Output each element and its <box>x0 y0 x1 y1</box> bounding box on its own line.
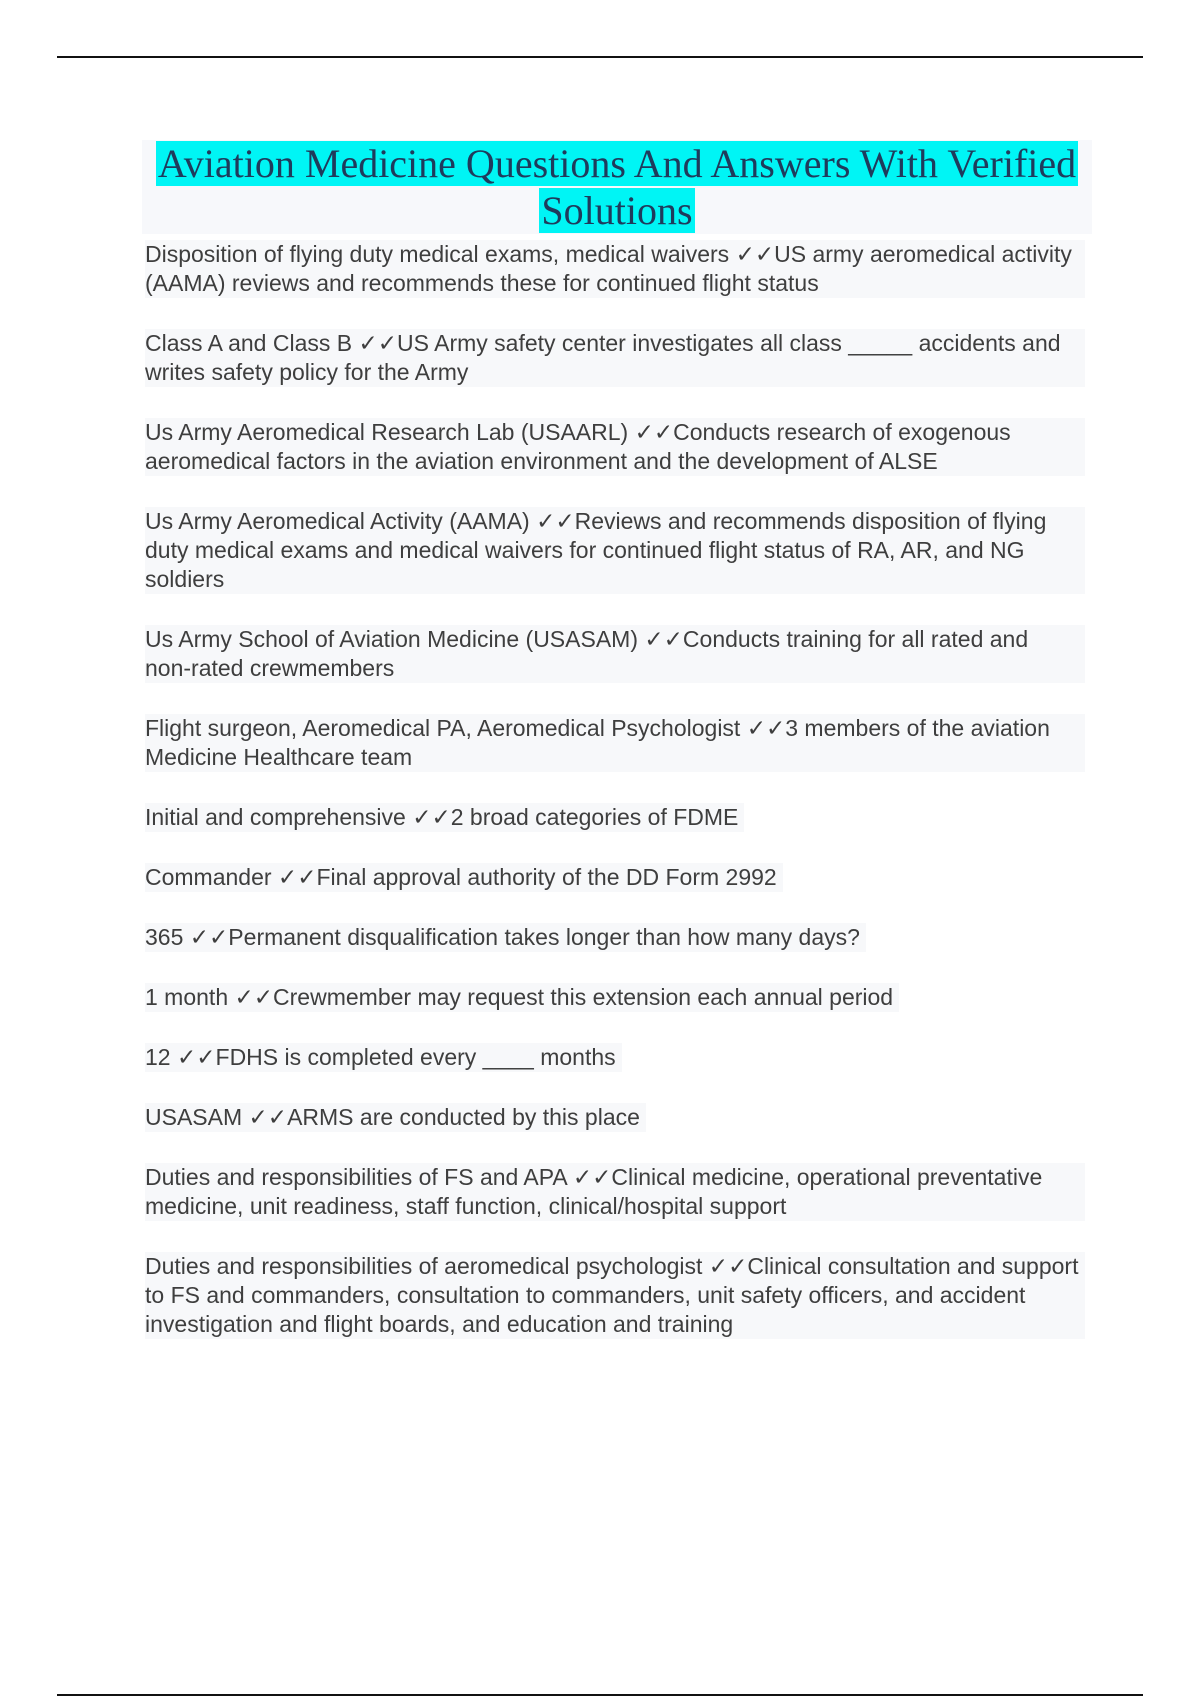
qa-item: Duties and responsibilities of FS and APA ✓✓Clinical medicine, operational preventative medicine, unit readiness, staff function, clinical/hospital support <box>145 1163 1085 1221</box>
qa-item: 1 month ✓✓Crewmember may request this extension each annual period <box>145 983 899 1012</box>
qa-item: USASAM ✓✓ARMS are conducted by this place <box>145 1103 646 1132</box>
qa-item: Us Army School of Aviation Medicine (USASAM) ✓✓Conducts training for all rated and non-rated crewmembers <box>145 625 1085 683</box>
qa-item: Commander ✓✓Final approval authority of the DD Form 2992 <box>145 863 783 892</box>
title-line-2: Solutions <box>541 188 693 233</box>
qa-item: 365 ✓✓Permanent disqualification takes longer than how many days? <box>145 923 866 952</box>
qa-item: 12 ✓✓FDHS is completed every ____ months <box>145 1043 622 1072</box>
qa-item: Duties and responsibilities of aeromedical psychologist ✓✓Clinical consultation and support to FS and commanders, consultation to commanders, unit safety officers, and accident investigation and flight boards, and education and training <box>145 1252 1085 1339</box>
qa-item: Us Army Aeromedical Activity (AAMA) ✓✓Reviews and recommends disposition of flying duty medical exams and medical waivers for continued flight status of RA, AR, and NG soldiers <box>145 507 1085 594</box>
top-rule <box>57 56 1143 58</box>
qa-item: Flight surgeon, Aeromedical PA, Aeromedical Psychologist ✓✓3 members of the aviation Medicine Healthcare team <box>145 714 1085 772</box>
qa-item: Class A and Class B ✓✓US Army safety center investigates all class _____ accidents and writes safety policy for the Army <box>145 329 1085 387</box>
qa-item: Disposition of flying duty medical exams, medical waivers ✓✓US army aeromedical activity (AAMA) reviews and recommends these for continued flight status <box>145 240 1085 298</box>
document-title <box>142 140 1092 234</box>
qa-item: Us Army Aeromedical Research Lab (USAARL) ✓✓Conducts research of exogenous aeromedical factors in the aviation environment and the development of ALSE <box>145 418 1085 476</box>
title-line-1: Aviation Medicine Questions And Answers With Verified <box>157 141 1077 186</box>
qa-list <box>145 240 1085 1370</box>
qa-item: Initial and comprehensive ✓✓2 broad categories of FDME <box>145 803 744 832</box>
bottom-rule <box>57 1694 1143 1696</box>
